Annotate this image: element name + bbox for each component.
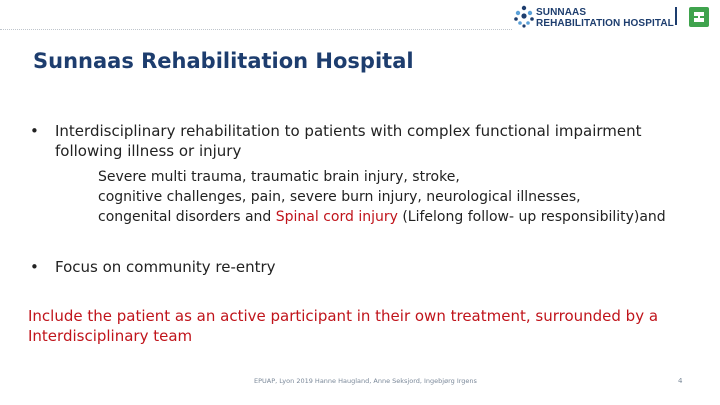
key-message: Include the patient as an active participant in their own treatment, surrounded by a Interdisciplinary team <box>28 307 659 345</box>
bullet-text: Interdisciplinary rehabilitation to patients with complex functional impairment following illness or injury <box>55 122 642 160</box>
bullet-marker: • <box>30 258 39 276</box>
sunnaas-dots-logo-icon <box>512 4 536 28</box>
header-dotted-divider <box>0 29 512 30</box>
logo-wordmark <box>536 7 674 29</box>
conditions-list <box>98 167 708 227</box>
conditions-line-3-end: (Lifelong follow- up responsibility)and <box>397 209 666 225</box>
norwegian-health-mark-icon <box>688 6 710 28</box>
footer-citation: EPUAP, Lyon 2019 Hanne Haugland, Anne Seksjord, Ingebjørg Irgens <box>254 377 477 385</box>
conditions-line-2: cognitive challenges, pain, severe burn injury, neurological illnesses, <box>98 189 581 205</box>
spinal-cord-injury-highlight: Spinal cord injury <box>275 209 398 225</box>
hospital-logo <box>512 4 712 30</box>
bullet-marker: • <box>30 122 39 140</box>
logo-line-1: SUNNAAS <box>536 7 587 18</box>
page-number: 4 <box>678 377 683 385</box>
conditions-line-1: Severe multi trauma, traumatic brain injury, stroke, <box>98 169 460 185</box>
page-title: Sunnaas Rehabilitation Hospital <box>33 49 414 73</box>
logo-separator <box>675 7 677 25</box>
conditions-line-3 <box>98 207 708 227</box>
bullet-text: Focus on community re-entry <box>55 258 276 276</box>
conditions-line-3-start: congenital disorders and <box>98 209 276 225</box>
logo-line-2: REHABILITATION HOSPITAL <box>536 18 674 29</box>
